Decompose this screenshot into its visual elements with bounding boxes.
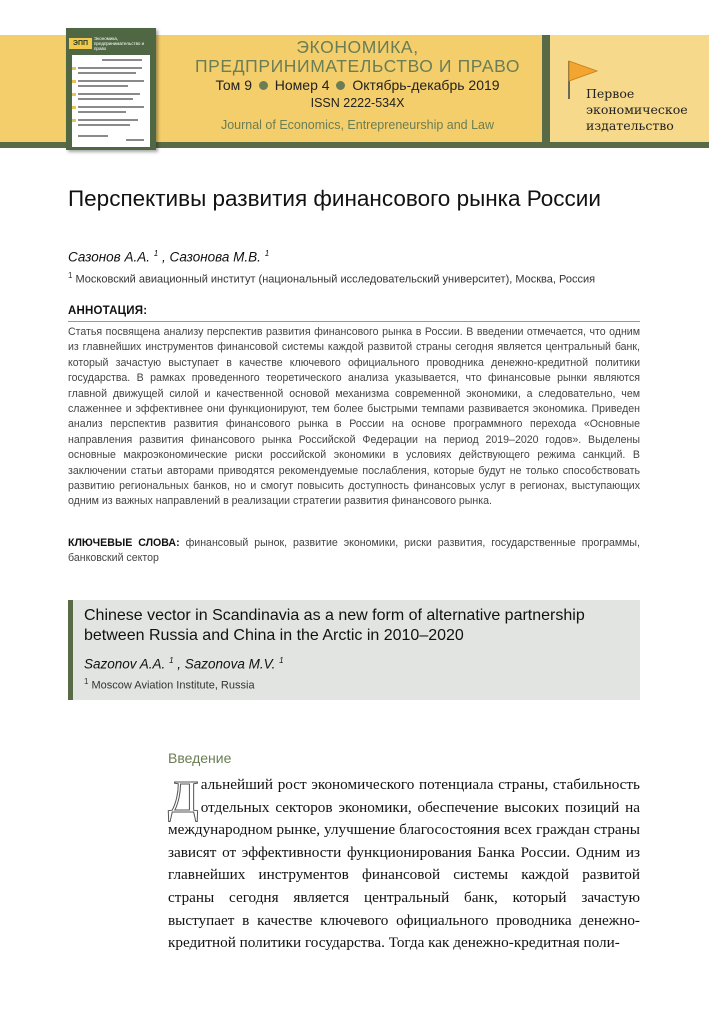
author-1: Сазонов А.А. <box>68 249 150 265</box>
volume-label: Том 9 <box>215 77 252 93</box>
bullet-dot-icon <box>259 81 268 90</box>
english-author-1: Sazonov A.A. <box>84 656 166 672</box>
english-author-2-sup: 1 <box>279 656 284 665</box>
header-divider-strip <box>542 35 550 142</box>
body-paragraph-text: альнейший рост экономического потенциала страны, стабильность отдельных секторов экономики, обеспечение высоких позиций на международном рынке, улучшение благосостояния всех граждан страны зависят от эффективности функционирования Банка России. Одним из главнейших инструментов финансовой системы каждой развитой страны сегодня является центральный банк, который зачастую выступает в качестве ключевого официального проводника денежно-кредитной политики государства. Тогда как денежно-кредитная поли- <box>168 776 640 952</box>
issn-label: ISSN 2222-534X <box>310 96 405 110</box>
affiliation-sup: 1 <box>68 271 73 280</box>
journal-title <box>190 38 525 76</box>
english-summary-accent-bar <box>68 600 73 700</box>
issue-info <box>190 77 525 93</box>
cover-title: Экономика, предпринимательство и право <box>94 36 145 51</box>
section-heading-introduction: Введение <box>168 750 232 766</box>
issue-label: Номер 4 <box>274 77 330 93</box>
abstract-text: Статья посвящена анализу перспектив развития финансового рынка в России. В введении отмечается, что одним из главнейших инструментов финансовой системы каждой развитой страны сегодня является центральный банк, который зачастую выступает в качестве ключевого официального проводника денежно-кредитной политики государства. В рамках проведенного теоретического анализа указывается, что финансовые рынки являются главной движущей силой и качественной основой механизма современной экономики, а следовательно, чем слаженнее и эффективнее они функционируют, тем более быстрыми темпами развивается экономика. Приведен анализ перспектив развития финансового рынка в России на основе программного перехода «Основные направления развития финансового рынка Российской Федерации на период 2019–2020 годов». Выделены основные макроэкономические риски российской экономики в условиях действующего режима санкций. В заключении статьи авторами приводятся рекомендуемые послабления, которые будут не только способствовать развитию региональных банков, но и смогут повысить доступность финансовых услуг в регионах, выступающих одним из важных направлений в реализации стратегии развития финансового рынка. <box>68 326 640 508</box>
cover-header <box>69 31 153 53</box>
bullet-dot-icon <box>336 81 345 90</box>
author-2-affil-sup: 1 <box>264 249 270 258</box>
cover-text-line <box>78 135 108 137</box>
english-affiliation-text: Moscow Aviation Institute, Russia <box>91 679 255 692</box>
affiliation-text: Московский авиационный институт (национальный исследовательский университет), Москва, Россия <box>75 273 596 286</box>
cover-marker <box>72 67 76 70</box>
cover-text-line <box>78 80 144 82</box>
cover-text-line <box>78 72 136 74</box>
cover-marker <box>72 80 76 83</box>
abstract-divider <box>68 321 640 322</box>
publisher-line-3: издательство <box>586 118 674 133</box>
article-affiliation <box>68 271 595 286</box>
cover-text-line <box>78 119 138 121</box>
article-authors <box>68 249 269 265</box>
author-2: , Сазонова М.В. <box>161 249 261 265</box>
cover-contents-page <box>72 55 150 147</box>
journal-cover-thumbnail <box>66 28 156 150</box>
english-author-2: , Sazonova M.V. <box>177 656 276 672</box>
publisher-line-2: экономическое <box>586 102 688 117</box>
cover-text-line <box>78 85 128 87</box>
cover-marker <box>72 93 76 96</box>
period-label: Октябрь-декабрь 2019 <box>352 77 500 93</box>
cover-text-line <box>126 139 144 141</box>
cover-logo: ЭПП <box>69 38 92 49</box>
keywords-label: КЛЮЧЕВЫЕ СЛОВА: <box>68 537 180 549</box>
abstract-heading: АННОТАЦИЯ: <box>68 305 148 317</box>
article-title: Перспективы развития финансового рынка России <box>68 186 601 211</box>
drop-cap-letter: Д <box>168 772 199 822</box>
journal-title-line-1: ЭКОНОМИКА, <box>296 37 419 57</box>
cover-marker <box>72 119 76 122</box>
english-author-1-sup: 1 <box>169 656 174 665</box>
english-affiliation-sup: 1 <box>84 677 89 686</box>
keywords-text: финансовый рынок, развитие экономики, риски развития, государственные программы, банковский сектор <box>68 537 640 565</box>
cover-text-line <box>78 67 142 69</box>
publisher-name <box>586 86 688 134</box>
english-affiliation <box>84 677 255 692</box>
english-authors <box>84 656 284 672</box>
keywords <box>68 536 640 567</box>
cover-text-line <box>78 98 133 100</box>
cover-text-line <box>78 111 126 113</box>
publisher-line-1: Первое <box>586 86 635 101</box>
cover-text-line <box>78 124 130 126</box>
body-paragraph <box>168 774 640 955</box>
english-title: Chinese vector in Scandinavia as a new form of alternative partnership between Russia and China in the Arctic in 2010–2020 <box>84 607 585 644</box>
cover-text-line <box>78 106 144 108</box>
author-1-affil-sup: 1 <box>153 249 159 258</box>
cover-text-line <box>78 93 140 95</box>
journal-title-line-2: ПРЕДПРИНИМАТЕЛЬСТВО И ПРАВО <box>194 56 521 76</box>
cover-text-line <box>102 59 142 61</box>
journal-english-title: Journal of Economics, Entrepreneurship and Law <box>220 118 495 132</box>
cover-marker <box>72 106 76 109</box>
